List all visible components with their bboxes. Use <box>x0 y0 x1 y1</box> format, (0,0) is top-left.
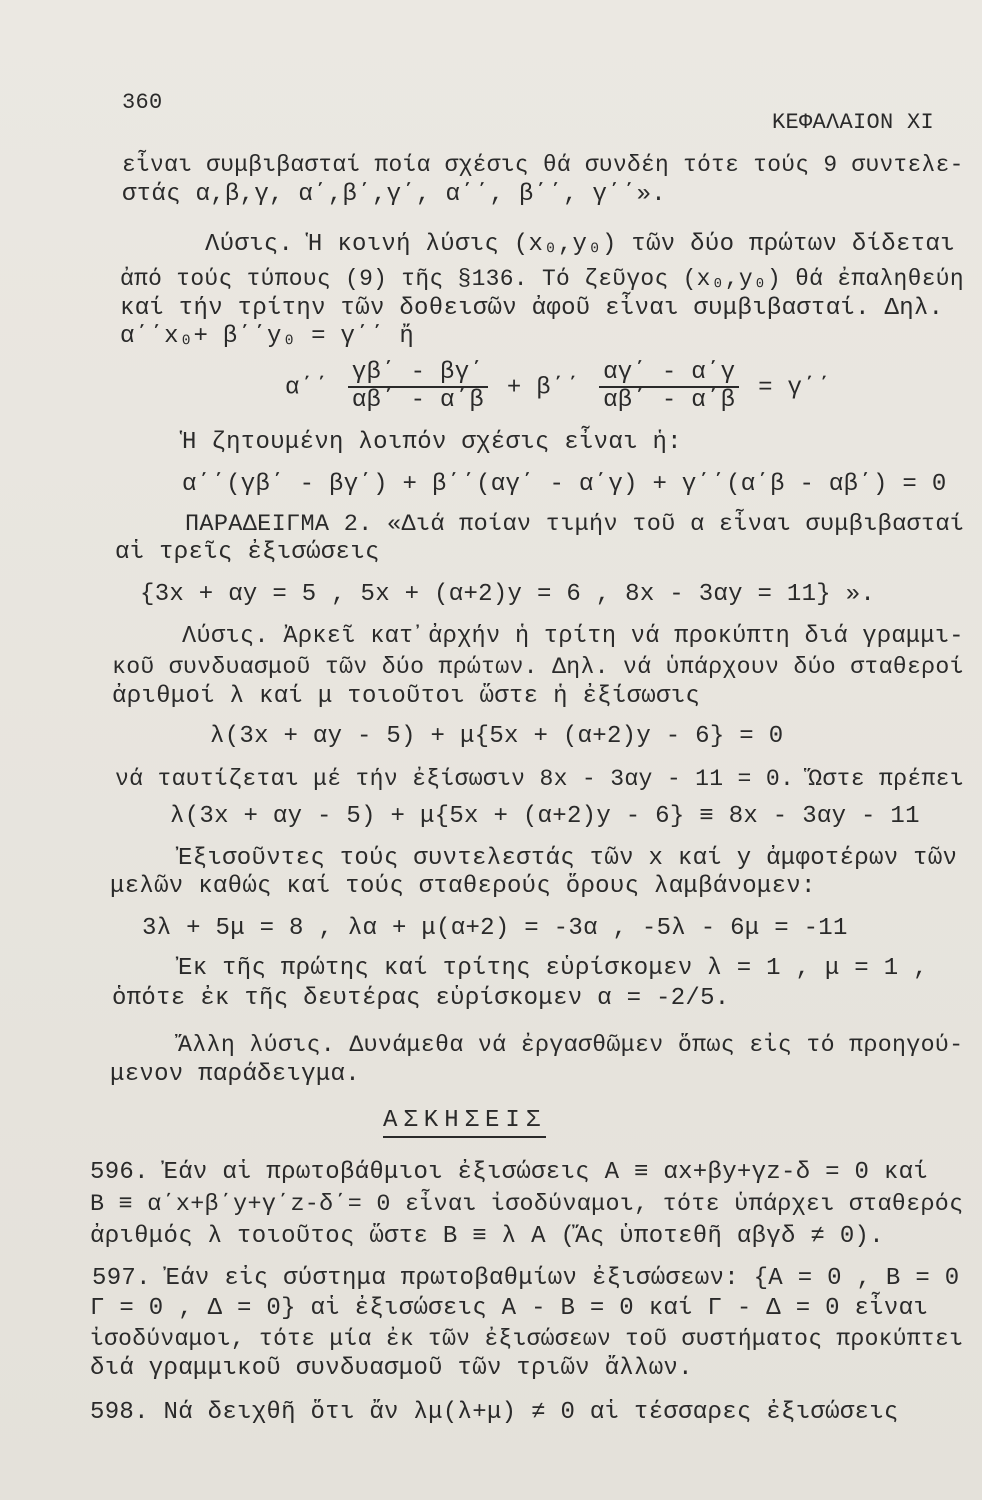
text-line: αἱ τρεῖς ἐξισώσεις <box>115 539 380 566</box>
text-line: νά ταυτίζεται μέ τήν ἐξίσωσιν 8x - 3αy - 11 = 0. Ὥστε πρέπει <box>115 766 964 792</box>
equation-line: λ(3x + αy - 5) + μ{5x + (α+2)y - 6} = 0 <box>210 723 784 750</box>
fraction <box>599 360 739 414</box>
example-heading: ΠΑΡΑΔΕΙΓΜΑ 2. «Διά ποίαν τιμήν τοῦ α εἶναι συμβιβασταί <box>185 511 965 538</box>
equation-line: 3λ + 5μ = 8 , λα + μ(α+2) = -3α , -5λ - 6μ = -11 <box>142 915 848 942</box>
fraction-numerator: γβ΄ - βγ΄ <box>348 360 488 388</box>
section-title-text: ΑΣΚΗΣΕΙΣ <box>383 1107 546 1138</box>
text-line: Ἐξισοῦντες τούς συντελεστάς τῶν x καί y ἀμφοτέρων τῶν <box>178 845 958 872</box>
section-title <box>383 1106 546 1136</box>
text-line: εἶναι συμβιβασταί ποία σχέσις θά συνδέη τότε τούς 9 συντελε- <box>122 152 964 178</box>
exercise-line: 596. Ἐάν αἱ πρωτοβάθμιοι ἐξισώσεις A ≡ αx+βy+γz-δ = 0 καί <box>90 1159 929 1186</box>
chapter-heading: ΚΕΦΑΛΑΙΟΝ XI <box>772 110 935 135</box>
equation-line: {3x + αy = 5 , 5x + (α+2)y = 6 , 8x - 3αy = 11} ». <box>140 581 876 608</box>
text-line: Λύσις. Ἀρκεῖ κατ᾽ἀρχήν ἡ τρίτη νά προκύπτη διά γραμμι- <box>182 623 964 650</box>
eq-plus-term: + β΄΄ <box>506 374 581 402</box>
text-line: ἀπό τούς τύπους (9) τῆς §136. Τό ζεῦγος (x₀,y₀) θά ἐπαληθεύη <box>120 266 964 292</box>
page-number: 360 <box>122 90 163 115</box>
eq-coefficient: α΄΄ <box>285 374 330 402</box>
text-line: κοῦ συνδυασμοῦ τῶν δύο πρώτων. Δηλ. νά ὑπάρχουν δύο σταθεροί <box>112 654 964 680</box>
text-line: μενον παράδειγμα. <box>110 1061 360 1088</box>
fraction-numerator: αγ΄ - α΄γ <box>599 360 739 388</box>
text-line: καί τήν τρίτην τῶν δοθεισῶν ἀφοῦ εἶναι συμβιβασταί. Δηλ. <box>120 295 944 322</box>
fraction-denominator: αβ΄ - α΄β <box>603 387 736 414</box>
text-line: Ἡ ζητουμένη λοιπόν σχέσις εἶναι ἡ: <box>182 429 682 456</box>
equation-line: α΄΄(γβ΄ - βγ΄) + β΄΄(αγ΄ - α΄γ) + γ΄΄(α΄β - αβ΄) = 0 <box>182 471 947 498</box>
fraction-equation <box>285 360 832 415</box>
text-line: στάς α,β,γ, α΄,β΄,γ΄, α΄΄, β΄΄, γ΄΄». <box>122 181 666 208</box>
exercise-line: ἰσοδύναμοι, τότε μία ἐκ τῶν ἐξισώσεων τοῦ συστήματος προκύπτει <box>90 1326 964 1352</box>
exercise-line: ἀριθμός λ τοιοῦτος ὥστε B ≡ λ A (Ἄς ὑποτεθῆ αβγδ ≠ 0). <box>90 1223 884 1250</box>
exercise-line: B ≡ α΄x+β΄y+γ΄z-δ΄= 0 εἶναι ἰσοδύναμοι, τότε ὑπάρχει σταθερός <box>90 1192 964 1218</box>
fraction-denominator: αβ΄ - α΄β <box>351 387 485 414</box>
exercise-line: διά γραμμικοῦ συνδυασμοῦ τῶν τριῶν ἄλλων. <box>90 1355 693 1382</box>
text-line: μελῶν καθώς καί τούς σταθερούς ὅρους λαμβάνομεν: <box>110 873 816 900</box>
text-line: Ἐκ τῆς πρώτης καί τρίτης εὑρίσκομεν λ = 1 , μ = 1 , <box>178 955 928 982</box>
fraction <box>348 360 488 414</box>
text-line: α΄΄x₀+ β΄΄y₀ = γ΄΄ ἤ <box>120 323 415 350</box>
text-line: ἀριθμοί λ καί μ τοιοῦτοι ὥστε ἡ ἐξίσωσις <box>112 683 701 710</box>
text-line: Ἄλλη λύσις. Δυνάμεθα νά ἐργασθῶμεν ὅπως εἰς τό προηγού- <box>178 1032 964 1058</box>
text-line: Λύσις. Ἡ κοινή λύσις (x₀,y₀) τῶν δύο πρώτων δίδεται <box>205 231 955 258</box>
exercise-line: 598. Νά δειχθῆ ὅτι ἄν λμ(λ+μ) ≠ 0 αἱ τέσσαρες ἐξισώσεις <box>90 1399 899 1426</box>
equation-line: λ(3x + αy - 5) + μ{5x + (α+2)y - 6} ≡ 8x - 3αy - 11 <box>170 803 920 830</box>
exercise-line: 597. Ἐάν εἰς σύστημα πρωτοβαθμίων ἐξισώσεων: {A = 0 , B = 0 <box>92 1265 960 1292</box>
text-line: ὁπότε ἐκ τῆς δευτέρας εὑρίσκομεν α = -2/5. <box>112 985 730 1012</box>
eq-rhs: = γ΄΄ <box>758 374 832 402</box>
exercise-line: Γ = 0 , Δ = 0} αἱ ἐξισώσεις A - B = 0 καί Γ - Δ = 0 εἶναι <box>90 1295 929 1322</box>
